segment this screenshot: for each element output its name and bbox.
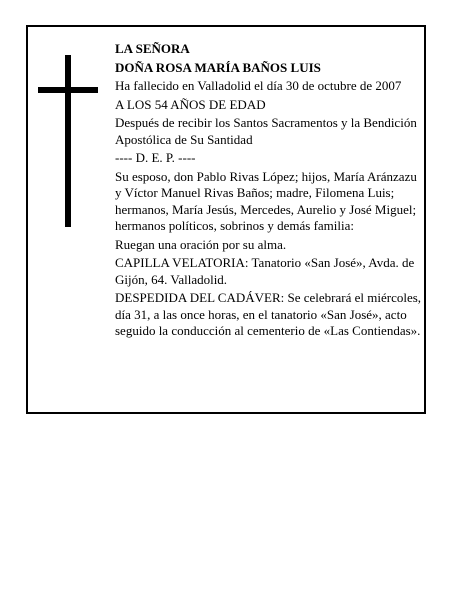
obituary-notice [26, 25, 426, 414]
sacraments-text: Después de recibir los Santos Sacramentos y la Bendición Apostólica de Su Santidad [115, 115, 417, 147]
deceased-name: DOÑA ROSA MARÍA BAÑOS LUIS [115, 59, 321, 75]
prayer-request: Ruegan una oración por su alma. [115, 236, 287, 252]
obituary-text [115, 41, 425, 342]
cross-vertical-bar [65, 55, 71, 227]
rip-line: ---- D. E. P. ---- [115, 150, 196, 165]
death-statement: Ha fallecido en Valladolid el día 30 de octubre de 2007 [115, 78, 402, 93]
age-line: A LOS 54 AÑOS DE EDAD [115, 96, 266, 112]
farewell-info: DESPEDIDA DEL CADÁVER: Se celebrará el miércoles, día 31, a las once horas, en el tanatorio «San José», acto seguido la conducción al cementerio de «Las Contiendas». [115, 290, 422, 338]
cross-horizontal-bar [38, 87, 98, 93]
chapel-info: CAPILLA VELATORIA: Tanatorio «San José», Avda. de Gijón, 64. Valladolid. [115, 255, 415, 287]
cross-icon [38, 55, 98, 227]
heading-title: LA SEÑORA [115, 41, 190, 56]
family-list: Su esposo, don Pablo Rivas López; hijos, María Aránzazu y Víctor Manuel Rivas Baños; madre, Filomena Luis; hermanos, María Jesús, Mercedes, Aurelio y José Miguel; hermanos políticos, sobrinos y demás familia: [115, 168, 417, 233]
